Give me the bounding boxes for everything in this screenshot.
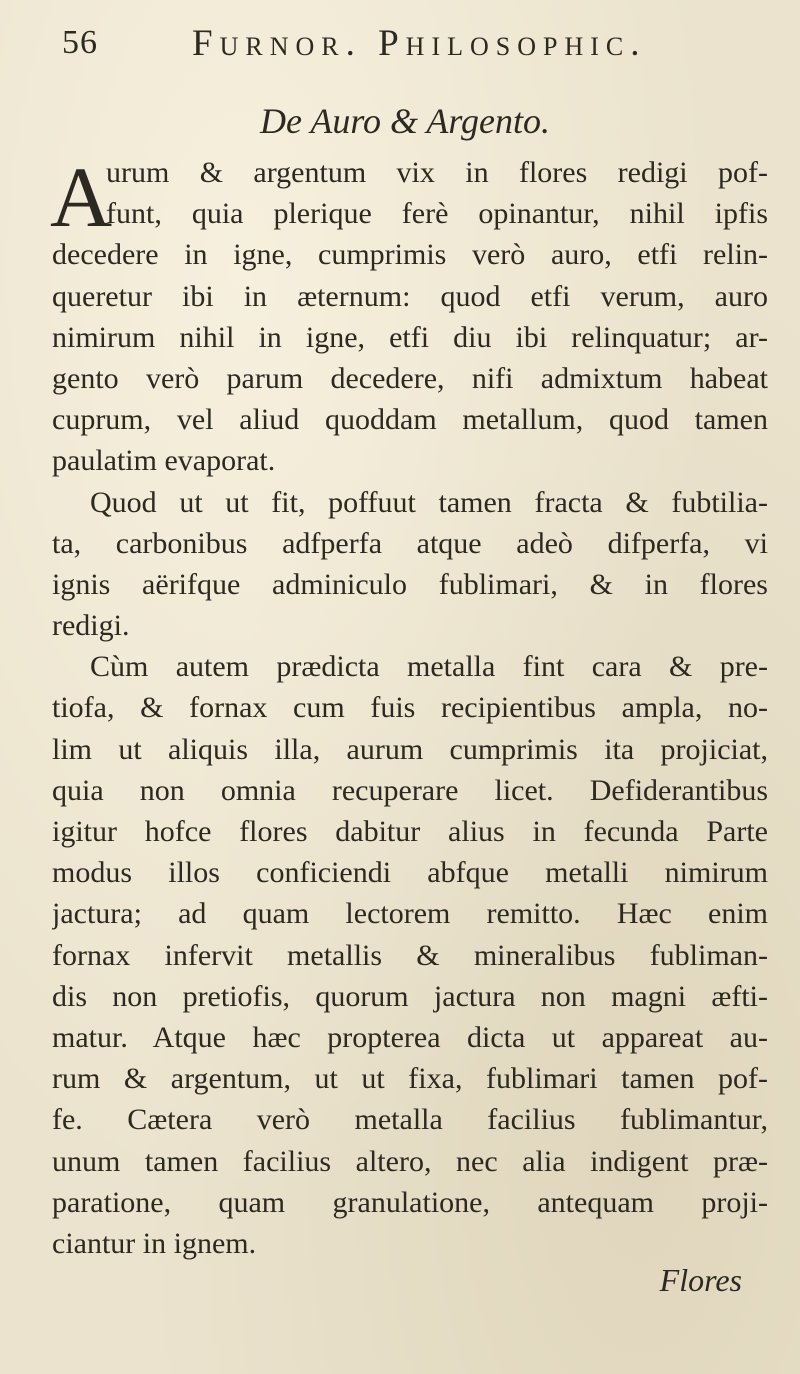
text-line: paratione, quam granulatione, antequam proji-: [52, 1185, 768, 1219]
text-line: queretur ibi in æternum: quod etfi verum, auro: [52, 279, 768, 313]
text-line: unum tamen facilius altero, nec alia indigent præ-: [52, 1144, 768, 1178]
text-line: Cùm autem prædicta metalla fint cara & pre-: [90, 650, 768, 684]
catchword: Flores: [659, 1262, 742, 1298]
body-text: [50, 149, 768, 1264]
drop-cap: A: [50, 149, 113, 245]
text-line: decedere in igne, cumprimis verò auro, etfi relin-: [52, 238, 768, 272]
text-line: nimirum nihil in igne, etfi diu ibi relinquatur; ar-: [52, 320, 768, 354]
text-line: matur. Atque hæc propterea dicta ut appareat au-: [52, 1020, 768, 1054]
text-line: fe. Cætera verò metalla facilius fublimantur,: [52, 1103, 768, 1137]
text-line: Quod ut ut fit, poffuut tamen fracta & fubtilia-: [90, 485, 768, 519]
text-line: igitur hofce flores dabitur alius in fecunda Parte: [52, 815, 768, 848]
text-line: cuprum, vel aliud quoddam metallum, quod tamen: [52, 403, 768, 437]
running-head: [62, 14, 760, 74]
text-line: tiofa, & fornax cum fuis recipientibus ampla, no-: [52, 691, 768, 725]
text-line: urum & argentum vix in flores redigi pof-: [106, 156, 768, 189]
text-line: lim ut aliquis illa, aurum cumprimis ita projiciat,: [52, 732, 768, 766]
text-line: ta, carbonibus adfperfa atque adeò difperfa, vi: [52, 526, 768, 560]
text-line: gento verò parum decedere, nifi admixtum habeat: [52, 361, 768, 395]
text-line: ignis aërifque adminiculo fublimari, & in flores: [52, 567, 768, 601]
text-line: rum & argentum, ut ut fixa, fublimari tamen pof-: [52, 1062, 768, 1096]
text-line: dis non pretiofis, quorum jactura non magni æfti-: [52, 979, 768, 1013]
text-line: jactura; ad quam lectorem remitto. Hæc enim: [52, 897, 768, 931]
text-line: fornax infervit metallis & mineralibus fubliman-: [52, 938, 768, 972]
text-line: quia non omnia recuperare licet. Defiderantibus: [52, 773, 768, 807]
page-number: 56: [62, 24, 98, 61]
text-line: funt, quia plerique ferè opinantur, nihil ipfis: [106, 197, 768, 231]
section-title: De Auro & Argento.: [260, 101, 550, 141]
text-line: ciantur in ignem.: [52, 1226, 257, 1260]
running-title: Furnor. Philosophic.: [192, 23, 647, 64]
text-line: redigi.: [52, 609, 130, 643]
text-line: paulatim evaporat.: [52, 444, 276, 478]
text-line: modus illos conficiendi abfque metalli nimirum: [52, 856, 768, 890]
